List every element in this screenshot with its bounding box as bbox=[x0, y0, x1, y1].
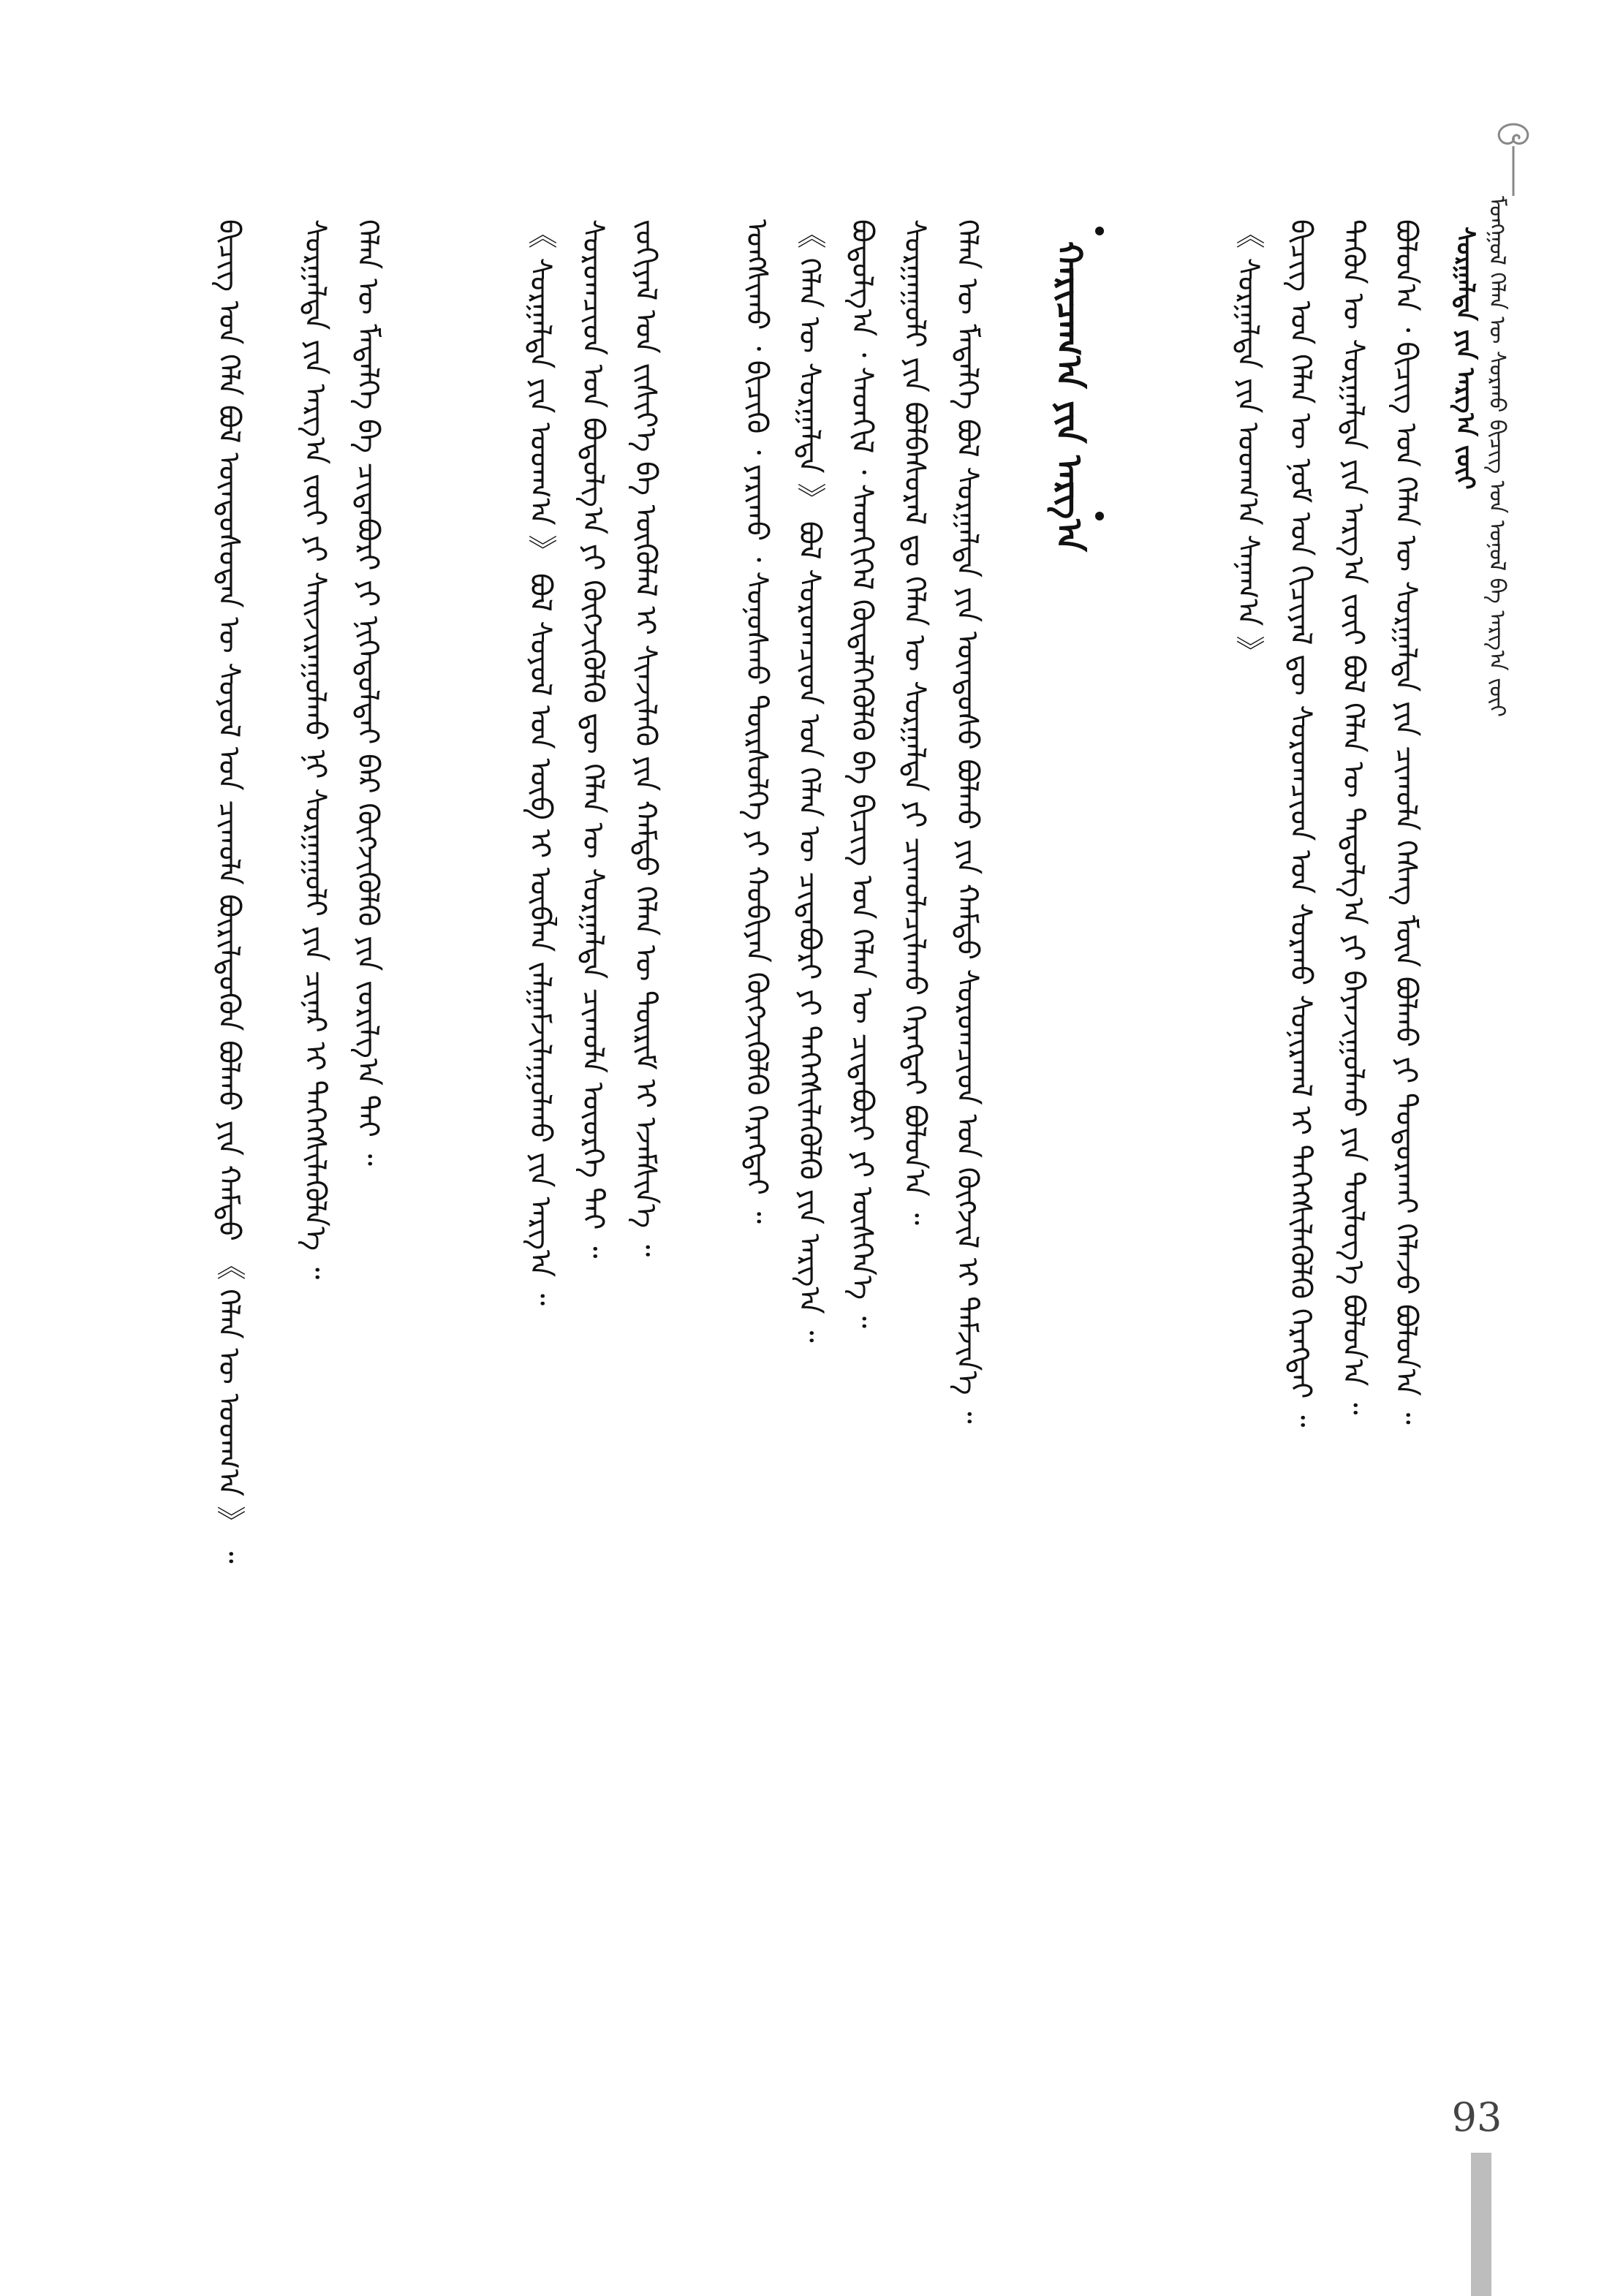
text-column: ᠬᠡᠯᠡᠨ ᠦ ᠮᠡᠳᠡᠯᠭᠡ ᠪᠠ ᠴᠢᠳᠠᠪᠤᠷᠢ ᠶᠢ ᠨᠢᠭᠡᠳᠦᠯᠲᠡᠢ ᠪᠡᠷ ᠬᠥᠭᠵᠢᠭᠦᠯᠬᠦ ᠶᠢᠨ ᠵᠣᠷᠢᠯᠭ᠎ᠠ ᠲᠠᠢ ᠃ bbox=[351, 219, 385, 1166]
text-column: ᠰᠤᠷᠤᠭᠴᠢᠳ ᠤᠨ ᠪᠣᠳᠤᠯᠭ᠎ᠠ ᠶᠢ ᠬᠥᠭᠵᠢᠭᠦᠯᠬᠦ ᠳᠦ ᠬᠡᠯᠡᠨ ᠦ ᠰᠤᠷᠭᠠᠯᠲᠠ ᠴᠢᠬᠤᠯᠠ ᠦᠦᠷᠭᠡ ᠲᠠᠢ ᠃ bbox=[576, 219, 610, 1259]
section-title: ᠰᠤᠷᠭᠠᠯᠲᠠ ᠶᠢᠨ ᠠᠷᠭ᠎ᠠ ᠵᠦᠢ bbox=[1450, 227, 1480, 490]
bullet-dot bbox=[1095, 512, 1104, 520]
text-column: ᠪᠢᠴᠢᠭ ᠤᠨ ᠬᠡᠯᠡ ᠪᠣᠯ ᠦᠨᠳᠦᠰᠦᠲᠡᠨ ᠦ ᠰᠣᠶᠣᠯ ᠤᠨ ᠴᠢᠬᠤᠯᠠ ᠪᠦᠷᠢᠯᠳᠦᠬᠦᠨ ᠪᠣᠯᠬᠤ ᠶᠢᠨ ᠬᠠᠮᠲᠤ 《 ᠬᠡᠯᠡᠨ ᠦ ᠤᠳᠬ᠎ᠠ 》 ᠃ bbox=[212, 219, 246, 1564]
text-column: ᠪᠢᠴᠢᠭ ᠤᠨ ᠬᠡᠯᠡᠨ ᠦ ᠨᠣᠮ ᠤᠨ ᠬᠢᠴᠢᠶᠡᠯ ᠳᠦ ᠰᠤᠷᠤᠭᠴᠢᠳ ᠤᠨ ᠰᠤᠷᠬᠤ ᠰᠣᠨᠢᠷᠬᠠᠯ ᠢ ᠳᠡᠭᠡᠭᠰᠢᠯᠡᠭᠦᠯᠬᠦ ᠬᠡᠷᠡᠭᠲᠡᠢ ᠃ bbox=[1284, 219, 1317, 1428]
text-column: ᠪᠣᠳᠣᠯᠭ᠎ᠠ ᠂ ᠰᠡᠳᠬᠢᠯ ᠂ ᠰᠡᠳᠬᠢᠭᠡᠯ ᠬᠥᠳᠡᠯᠭᠡᠭᠦᠯᠬᠦ ᠪᠠ ᠪᠢᠴᠢᠭ ᠤᠨ ᠬᠡᠯᠡᠨ ᠦ ᠴᠢᠳᠠᠪᠤᠷᠢ ᠶᠢ ᠥᠰᠬᠡᠨ᠎ᠡ ᠃ bbox=[845, 219, 879, 1329]
text-column: ᠬᠡᠯᠡᠨ ᠦ ᠮᠡᠳᠡᠯᠭᠡ ᠪᠣᠯ ᠰᠤᠷᠭᠠᠯᠲᠠ ᠶᠢᠨ ᠦᠨᠳᠦᠰᠦ ᠪᠣᠯᠬᠤ ᠶᠢᠨ ᠬᠠᠮᠲᠤ ᠰᠤᠷᠤᠭᠴᠢᠳ ᠤᠨ ᠬᠥᠭᠵᠢᠯ ᠢ ᠳᠡᠮᠵᠢᠨ᠎ᠡ ᠃ bbox=[950, 219, 984, 1424]
text-column: ᠵᠣᠬᠢᠶᠠᠯ ᠤᠨ ᠵᠢᠱᠢᠶ᠎ᠡ ᠪᠠ ᠥᠭᠦᠯᠡᠯ ᠢ ᠰᠢᠨᠵᠢᠯᠡᠬᠦ ᠶᠢᠨ ᠬᠠᠮᠲᠤ ᠬᠡᠯᠡᠨ ᠦ ᠳᠦᠷᠢᠮ ᠢ ᠡᠵᠡᠮᠰᠢᠨ᠎ᠡ ᠃ bbox=[629, 219, 662, 1257]
text-column: 《 ᠬᠡᠯᠡᠨ ᠦ ᠰᠤᠷᠭᠠᠯᠲᠠ 》 ᠪᠣᠯ ᠰᠤᠷᠤᠭᠴᠢᠳ ᠤᠨ ᠬᠡᠯᠡᠨ ᠦ ᠴᠢᠳᠠᠪᠤᠷᠢ ᠶᠢ ᠳᠡᠭᠡᠭᠰᠢᠯᠡᠭᠦᠯᠬᠦ ᠶᠢᠨ ᠠᠷᠭ᠎ᠠ ᠃ bbox=[792, 219, 826, 1343]
text-column: 《 ᠰᠤᠷᠭᠠᠯᠲᠠ ᠶᠢᠨ ᠤᠳᠬ᠎ᠠ ᠰᠠᠨᠠᠭ᠎ᠠ 》 bbox=[1231, 219, 1265, 665]
header-ornament-icon bbox=[1473, 117, 1554, 197]
text-column: ᠰᠤᠷᠭᠠᠯᠲᠠ ᠶᠢᠨ ᠠᠷᠭ᠎ᠠ ᠵᠦᠢ ᠶᠢ ᠰᠠᠢᠵᠢᠷᠠᠭᠤᠯᠬᠤ ᠨᠢ ᠰᠤᠷᠭᠠᠭᠤᠯᠢ ᠶᠢᠨ ᠴᠢᠨᠠᠷ ᠢ ᠳᠡᠭᠡᠭᠰᠢᠯᠡᠭᠦᠯᠨ᠎ᠡ ᠃ bbox=[298, 219, 332, 1280]
text-column: 《 ᠰᠤᠷᠭᠠᠯᠲᠠ ᠶᠢᠨ ᠤᠳᠬ᠎ᠠ 》 ᠪᠣᠯ ᠰᠣᠶᠣᠯ ᠤᠨ ᠥᠪ ᠢ ᠥᠪᠯᠡᠨ ᠵᠠᠯᠭᠠᠮᠵᠢᠯᠠᠭᠤᠯᠬᠤ ᠶᠢᠨ ᠠᠷᠭ᠎ᠠ ᠃ bbox=[523, 219, 557, 1306]
text-column: ᠤᠩᠰᠢᠬᠤ ᠂ ᠪᠢᠴᠢᠬᠦ ᠂ ᠶᠠᠷᠢᠬᠤ ᠂ ᠰᠣᠨᠣᠰᠬᠤ ᠳᠦᠷᠰᠦᠯᠭᠡ ᠶᠢ ᠬᠤᠪᠢᠶᠠᠨ ᠬᠥᠭᠵᠢᠭᠦᠯᠬᠦ ᠬᠡᠷᠡᠭᠲᠡᠢ ᠃ bbox=[740, 219, 773, 1224]
text-column: ᠰᠤᠷᠭᠠᠭᠤᠯᠢ ᠶᠢᠨ ᠪᠣᠯᠪᠠᠰᠤᠷᠠᠯ ᠳᠤ ᠬᠡᠯᠡᠨ ᠦ ᠰᠤᠷᠭᠠᠯᠲᠠ ᠶᠢ ᠴᠢᠬᠤᠯᠠᠴᠢᠯᠠᠬᠤ ᠬᠡᠷᠡᠭᠲᠡᠢ ᠪᠣᠯᠤᠨ᠎ᠠ ᠃ bbox=[898, 219, 931, 1225]
text-column: ᠪᠣᠯᠤᠨ᠎ᠠ ᠂ ᠪᠢᠴᠢᠭ ᠤᠨ ᠬᠡᠯᠡᠨ ᠦ ᠰᠤᠷᠭᠠᠯᠲᠠ ᠶᠢᠨ ᠴᠢᠬᠤᠯᠠ ᠬᠡᠰᠡᠭ ᠮᠥᠨ ᠪᠣᠯᠬᠤ ᠶᠢ ᠲᠣᠳᠣᠷᠬᠠᠢ ᠬᠡᠯᠡᠵᠦ ᠪᠣᠯᠤᠨ᠎ᠠ ᠃ bbox=[1389, 219, 1423, 1425]
page-edge-tab bbox=[1471, 2153, 1491, 2296]
text-column: ᠲᠡᠭᠦᠨ ᠦ ᠰᠤᠷᠭᠠᠯᠲᠠ ᠶᠢᠨ ᠠᠷᠭ᠎ᠠ ᠵᠦᠢ ᠪᠣᠯ ᠬᠡᠯᠡᠨ ᠦ ᠳᠠᠳᠤᠯᠭ᠎ᠠ ᠶᠢ ᠪᠠᠶᠠᠵᠢᠭᠤᠯᠬᠤ ᠶᠢᠨ ᠲᠥᠯᠥᠭ᠎ᠡ ᠪᠣᠯᠤᠨ᠎ᠠ ᠃ bbox=[1336, 219, 1370, 1415]
page-number: 93 bbox=[1451, 2094, 1502, 2140]
bullet-dot bbox=[1095, 227, 1104, 235]
bullet-heading: ᠬᠠᠷᠢᠴᠠᠭ᠎ᠠ ᠶᠢᠨ ᠠᠷᠭ᠎ᠠ bbox=[1048, 241, 1089, 552]
running-header: ᠮᠣᠩᠭᠣᠯ ᠬᠡᠯᠡᠨ ᠦ ᠰᠤᠷᠬᠤ ᠪᠢᠴᠢᠭ ᠤᠨ ᠣᠨᠣᠯ ᠪᠠ ᠠᠷᠭ᠎ᠠ ᠵᠦᠢ bbox=[1484, 196, 1510, 717]
